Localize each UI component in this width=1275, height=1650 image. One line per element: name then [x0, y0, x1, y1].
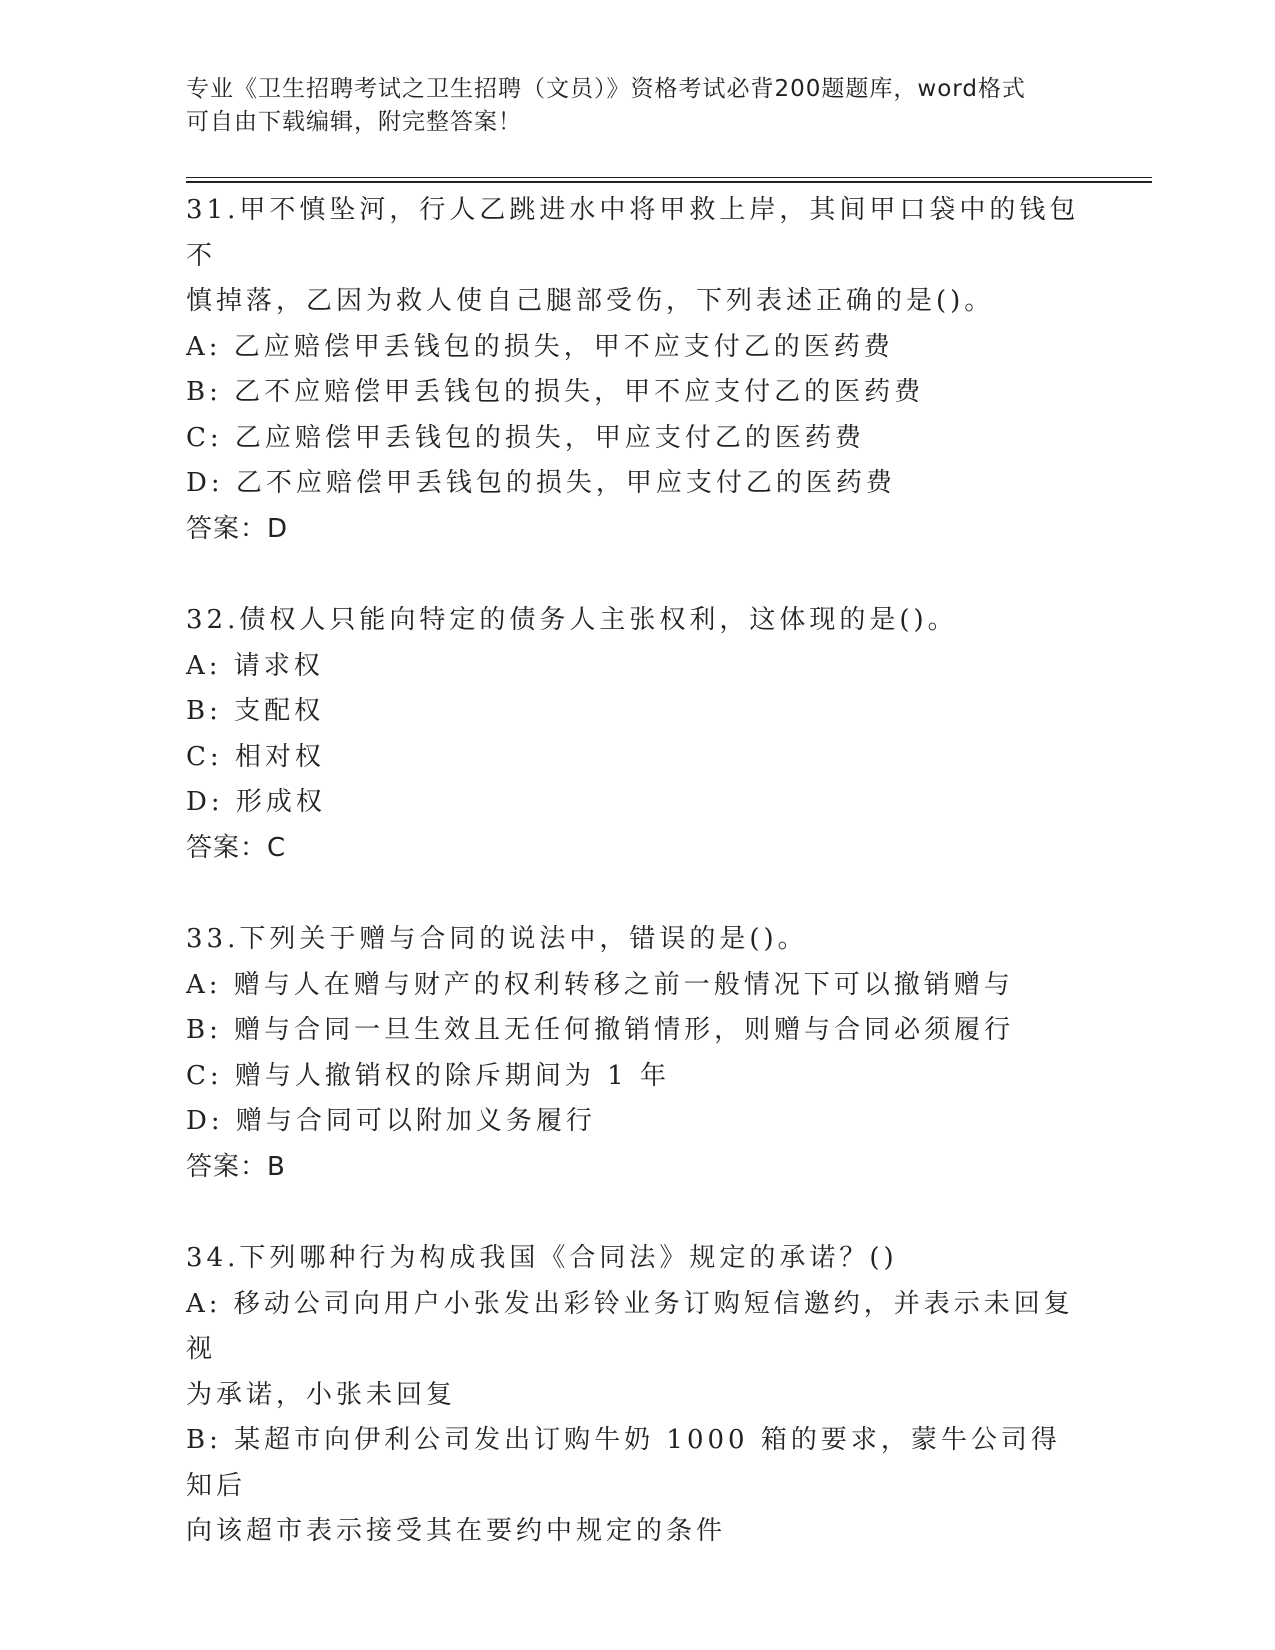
question-32: [186, 598, 1086, 871]
option-a-continued: 为承诺，小张未回复: [186, 1379, 457, 1410]
header-line-2: 可自由下载编辑，附完整答案！: [186, 109, 522, 135]
option-a: A: 请求权: [186, 650, 324, 681]
header-divider-thin: [186, 177, 1152, 178]
question-stem: 33.下列关于赠与合同的说法中，错误的是()。: [186, 924, 808, 954]
question-stem: 慎掉落，乙因为救人使自己腿部受伤，下列表述正确的是()。: [186, 286, 995, 316]
header-line-1: 专业《卫生招聘考试之卫生招聘（文员）》资格考试必背200题题库，word格式: [186, 76, 1026, 102]
document-header: [186, 73, 1066, 139]
option-d: D: 形成权: [186, 787, 326, 817]
option-b: B: 支配权: [186, 696, 325, 726]
option-c: C: 相对权: [186, 741, 325, 772]
option-a: A: 移动公司向用户小张发出彩铃业务订购短信邀约，并表示未回复视: [186, 1288, 1074, 1364]
question-stem: 31.甲不慎坠河，行人乙跳进水中将甲救上岸，其间甲口袋中的钱包不: [186, 195, 1080, 271]
question-list: [186, 188, 1086, 1601]
option-a: A: 乙应赔偿甲丢钱包的损失，甲不应支付乙的医药费: [186, 331, 894, 362]
question-31: [186, 188, 1086, 552]
option-b: B: 某超市向伊利公司发出订购牛奶 1000 箱的要求，蒙牛公司得知后: [186, 1425, 1061, 1501]
question-stem: 32.债权人只能向特定的债务人主张权利，这体现的是()。: [186, 605, 958, 635]
option-d: D: 乙不应赔偿甲丢钱包的损失，甲应支付乙的医药费: [186, 468, 896, 498]
answer: 答案：C: [186, 832, 287, 863]
option-d: D: 赠与合同可以附加义务履行: [186, 1106, 596, 1136]
option-a: A: 赠与人在赠与财产的权利转移之前一般情况下可以撤销赠与: [186, 969, 1014, 1000]
option-b-continued: 向该超市表示接受其在要约中规定的条件: [186, 1516, 727, 1546]
answer: 答案：B: [186, 1151, 286, 1182]
option-b: B: 乙不应赔偿甲丢钱包的损失，甲不应支付乙的医药费: [186, 377, 925, 407]
option-c: C: 赠与人撤销权的除斥期间为 1 年: [186, 1060, 670, 1091]
option-c: C: 乙应赔偿甲丢钱包的损失，甲应支付乙的医药费: [186, 422, 865, 453]
answer: 答案：D: [186, 513, 289, 544]
option-b: B: 赠与合同一旦生效且无任何撤销情形，则赠与合同必须履行: [186, 1015, 1015, 1045]
header-divider-thick: [186, 181, 1152, 183]
question-33: [186, 917, 1086, 1190]
question-stem: 34.下列哪种行为构成我国《合同法》规定的承诺？(): [186, 1243, 898, 1273]
question-34: [186, 1236, 1086, 1555]
